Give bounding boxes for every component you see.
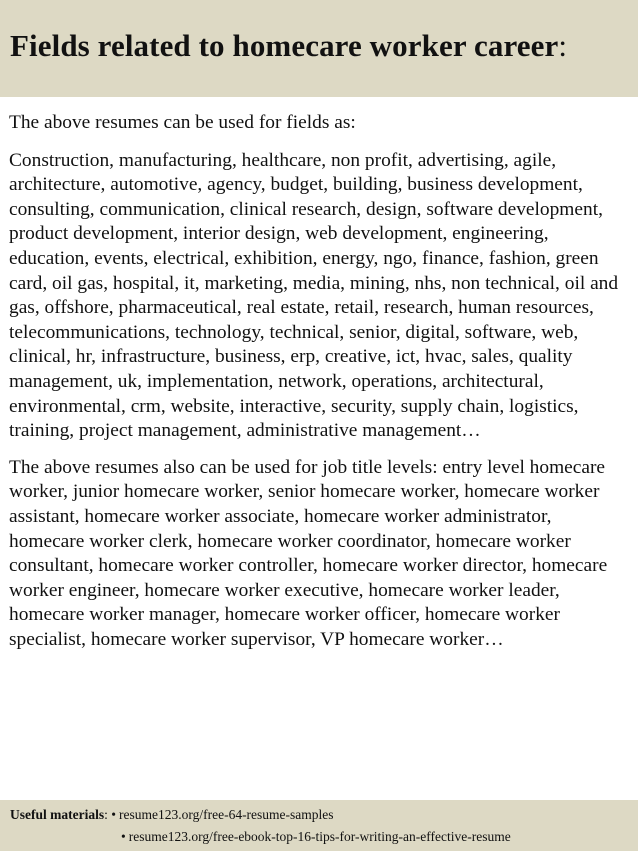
fields-paragraph: Construction, manufacturing, healthcare, non profit, advertising, agile, architecture, automotive, agency, budget, building, business development, consulting, communication, clinical research, design, software development, product development, interior design, web development, engineering, education, events, electrical, exhibition, energy, ngo, finance, fashion, green card, oil gas, hospital, it, marketing, media, mining, nhs, non technical, oil and gas, offshore, pharmaceutical, real estate, retail, research, human resources, telecommunications, technology, technical, senior, digital, software, web, clinical, hr, infrastructure, business, erp, creative, ict, hvac, sales, quality management, uk, implementation, network, operations, architectural, environmental, crm, website, interactive, security, supply chain, logistics, training, project management, administrative management… (9, 149, 619, 442)
resource-link-samples[interactable]: resume123.org/free-64-resume-samples (118, 807, 334, 822)
intro-text: The above resumes can be used for fields as: (9, 112, 356, 133)
useful-materials-footer (0, 800, 638, 851)
job-levels-paragraph: The above resumes also can be used for job title levels: entry level homecare worker, junior homecare worker, senior homecare worker, homecare worker assistant, homecare worker associate, homecare worker administrator, homecare worker clerk, homecare worker coordinator, homecare worker consultant, homecare worker controller, homecare worker director, homecare worker engineer, homecare worker executive, homecare worker leader, homecare worker manager, homecare worker officer, homecare worker specialist, homecare worker supervisor, VP homecare worker… (9, 456, 608, 650)
bullet-icon: • (111, 807, 116, 822)
footer-row-2 (121, 829, 511, 845)
page-title-text: Fields related to homecare worker career (10, 28, 559, 63)
bullet-icon: • (121, 829, 126, 844)
page-title-colon: : (558, 28, 568, 63)
footer-row-1 (10, 807, 334, 823)
resource-link-ebook[interactable]: resume123.org/free-ebook-top-16-tips-for-writing-an-effective-resume (128, 829, 511, 844)
page-title (10, 28, 567, 64)
useful-materials-label: Useful materials (10, 807, 105, 822)
body-content (9, 111, 631, 652)
title-banner (0, 0, 638, 97)
useful-materials-colon: : (104, 807, 108, 822)
